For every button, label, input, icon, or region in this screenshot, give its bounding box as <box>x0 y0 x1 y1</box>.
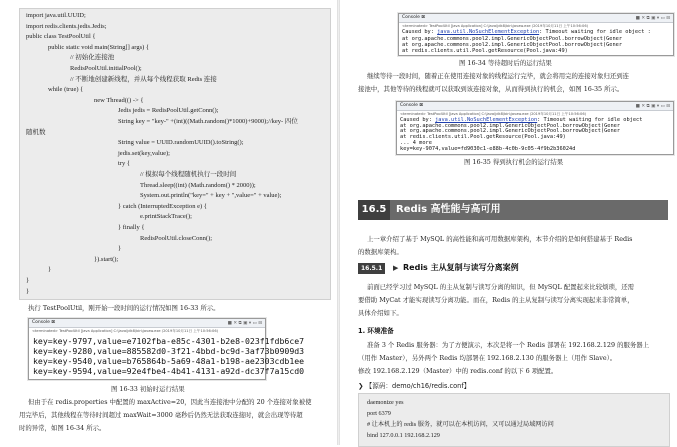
paragraph-line: 上一章介绍了基于 MySQL 的高性能和高可用数据库架构，本节介绍的是如何搭建基于 Redis <box>367 235 633 243</box>
console-window <box>398 13 674 56</box>
console-path: <terminated> TestPoolUtil [Java Application] C:\Java\jdk8\bin\javaw.exe (2019年10月11日 上午10:56:06) <box>32 329 219 333</box>
config-line: port 6379 <box>367 410 391 417</box>
code-line: import redis.clients.jedis.Jedis; <box>26 22 107 30</box>
console-output-line: key=key-9797,value=e7102fba-e85c-4301-b2e8-023f1fdb6ce7 <box>33 336 305 346</box>
stack-frame: at redis.clients.util.Pool.getResource(Pool.java:49) <box>400 133 566 140</box>
code-line: try { <box>118 160 130 168</box>
console-tab-bar <box>29 319 265 328</box>
config-line: bind 127.0.0.1 192.168.2.129 <box>367 432 440 439</box>
section-heading <box>358 200 668 220</box>
code-line: String value = UUID.randomUUID().toString(); <box>118 139 244 147</box>
error-message: : Timeout waiting for idle object <box>537 117 643 123</box>
stack-frame: at redis.clients.util.Pool.getResource(Pool.java:49) <box>402 48 568 55</box>
heading-environment: 1. 环境准备 <box>358 327 394 335</box>
code-line: public class TestPoolUtil { <box>26 33 96 41</box>
console-tab[interactable]: Console ⊠ <box>402 15 426 20</box>
console-output-line: key=key-9540,value=b765864b-5a69-48a1-b198-ae2303cdb1ee <box>33 356 305 366</box>
source-reference <box>358 380 470 390</box>
code-line: } <box>118 245 122 253</box>
console-toolbar-icons[interactable]: ■ ✕ ⧉ ▣ ▾ ▭ ⊟ <box>635 16 670 21</box>
console-window <box>396 101 674 155</box>
paragraph-line: 但由于在 redis.properties 中配置的 maxActive=20，因此当连接池中分配的 20 个连接对象被使 <box>28 398 312 406</box>
code-line: } finally { <box>118 224 145 231</box>
console-output-line: key=key-9594,value=92e4fbe4-4b41-4131-a92d-dc37f7a15cd0 <box>33 366 305 376</box>
config-listing <box>358 393 670 447</box>
code-line: e.printStackTrace(); <box>140 213 192 221</box>
paragraph-line: 时的异常，如图 16-34 所示。 <box>19 424 106 432</box>
console-path: <terminated> TestPoolUtil [Java Application] C:\Java\jdk8\bin\javaw.exe (2019年10月11日 上午10:56:06) <box>400 112 587 116</box>
code-line: import java.util.UUID; <box>26 12 86 19</box>
stack-frame: at org.apache.commons.pool2.impl.GenericObjectPool.borrowObject(Gener <box>400 122 621 129</box>
code-line: public static void main(String[] args) { <box>48 43 150 51</box>
code-line: Jedis jedis = RedisPoolUtil.getConn(); <box>118 107 219 115</box>
code-line: while (true) { <box>48 86 84 94</box>
console-tab-bar <box>399 14 673 23</box>
error-prefix: Caused by: <box>402 29 438 35</box>
console-window <box>28 318 305 380</box>
console-toolbar-icons[interactable]: ■ ✕ ⧉ ▣ ▾ ▭ ⊟ <box>635 104 670 109</box>
error-prefix: Caused by: <box>400 117 436 123</box>
stack-frame: at org.apache.commons.pool2.impl.GenericObjectPool.borrowObject(Gener <box>402 35 623 42</box>
figure-caption: 图 16-34 等待超时后的运行结果 <box>459 59 552 67</box>
error-message: : Timeout waiting for idle object : <box>539 29 651 35</box>
code-line: jedis.set(key,value); <box>118 149 170 157</box>
source-marker-icon: ❯ <box>358 382 364 390</box>
figure-caption: 图 16-35 得到执行机会的运行结果 <box>464 158 564 166</box>
config-line: # 让本机上的 redis 服务，就可以在本机访问，又可以通过局域网访问 <box>367 421 554 428</box>
subsection-number: 16.5.1 <box>358 263 385 274</box>
stack-frame: at org.apache.commons.pool2.impl.GenericObjectPool.borrowObject(Gener <box>400 128 621 135</box>
code-line: // 初始化连接池 <box>70 54 115 62</box>
console-tab[interactable]: Console ⊠ <box>32 320 56 325</box>
left-page <box>0 0 338 445</box>
paragraph-line: 具体介绍如下。 <box>358 309 403 317</box>
console-output-line: key=key-9280,value=885582d0-3f21-4bbd-bc9d-3af73b0909d3 <box>33 346 305 356</box>
code-line: } <box>48 266 52 274</box>
figure-caption: 图 16-33 初始时运行结果 <box>111 385 185 393</box>
right-page <box>339 0 677 445</box>
paragraph-line: 前面已经学习过 MySQL 的主从复制与读写分离的知识，但 MySQL 配置起来比较烦琐，还需 <box>367 283 635 291</box>
console-tab[interactable]: Console ⊠ <box>400 103 424 108</box>
paragraph-line: 的数据库架构。 <box>358 248 403 256</box>
paragraph-line: 用完毕后，其他线程在等待时间超过 maxWait=3000 毫秒后仍然无法获取连接时，就会出现等待超 <box>19 411 303 419</box>
code-line: // 不断地创建新线程，并从每个线程获取 Redis 连接 <box>70 75 217 83</box>
console-output-line: key=key-9074,value=fd9030c1-e88b-4c0b-9c05-4f9b2b36024d <box>400 146 576 152</box>
section-title: Redis 高性能与高可用 <box>396 204 501 215</box>
code-line: RedisPoolUtil.closeConn(); <box>140 234 213 242</box>
paragraph: 执行 TestPoolUtil，刚开始一段时间的运行情况如图 16-33 所示。 <box>28 304 220 312</box>
code-listing <box>19 8 331 300</box>
console-path: <terminated> TestPoolUtil [Java Application] C:\Java\jdk8\bin\javaw.exe (2019年10月11日 上午10:56:06) <box>402 24 589 28</box>
code-line: Thread.sleep((int) (Math.random() * 2000)); <box>140 181 256 189</box>
code-line: String key = "key-" +(int)((Math.random()*1000)+9000);//key- 四位 <box>118 118 298 125</box>
stack-frame: at org.apache.commons.pool2.impl.GenericObjectPool.borrowObject(Gener <box>402 41 623 48</box>
code-line: } catch (InterruptedException e) { <box>118 202 207 210</box>
subsection-arrow-icon: ▶ <box>393 264 399 272</box>
code-line: RedisPoolUtil.initialPool(); <box>70 65 142 72</box>
paragraph-line: 要借助 MyCat 才能实现读写分离功能。而在，Redis 的主从复制与读写分离实现起来非常简单， <box>358 296 634 304</box>
code-line: }).start(); <box>94 255 119 263</box>
code-line: new Thread(() -> { <box>94 96 144 104</box>
config-line: daemonize yes <box>367 399 404 406</box>
exception-link[interactable]: java.util.NoSuchElementException <box>435 117 538 123</box>
paragraph-line: 准备 3 个 Redis 服务器：为了方便演示，本次是将一个 Redis 部署在 192.168.2.129 的服务器上 <box>367 341 650 349</box>
code-line: } <box>26 277 30 284</box>
code-line: } <box>26 287 30 295</box>
console-error-line <box>402 29 651 35</box>
paragraph-line: 修改 192.168.2.129（Master）中的 redis.conf 的以下 6 项配置。 <box>358 367 558 375</box>
console-toolbar-icons[interactable]: ■ ✕ ⧉ ▣ ▾ ▭ ⊟ <box>227 321 262 326</box>
exception-link[interactable]: java.util.NoSuchElementException <box>437 29 540 35</box>
code-line: System.out.println("key=" + key + ",value=" + value); <box>140 192 282 200</box>
source-label: 【源码：demo/ch16/redis.conf】 <box>365 382 471 390</box>
section-number: 16.5 <box>358 200 390 220</box>
console-tab-bar <box>397 102 673 111</box>
paragraph-line: 继续等待一段时间，随着正在使用连接对象的线程运行完毕，就会将用完的连接对象归还到连 <box>367 72 630 80</box>
stack-frame: ... 4 more <box>400 139 432 146</box>
paragraph-line: （用作 Master），另外两个 Redis 均部署在 192.168.2.130 的服务器上（用作 Slave）。 <box>358 354 617 362</box>
paragraph-line: 接池中，其他等待的线程就可以获取到该连接对象，从而得到执行的机会，如图 16-35 所示。 <box>358 85 624 93</box>
code-line: // 模拟每个线程随机执行一段时间 <box>140 171 237 178</box>
code-line: 随机数 <box>26 128 46 136</box>
subsection-title: Redis 主从复制与读写分离案例 <box>403 263 519 272</box>
